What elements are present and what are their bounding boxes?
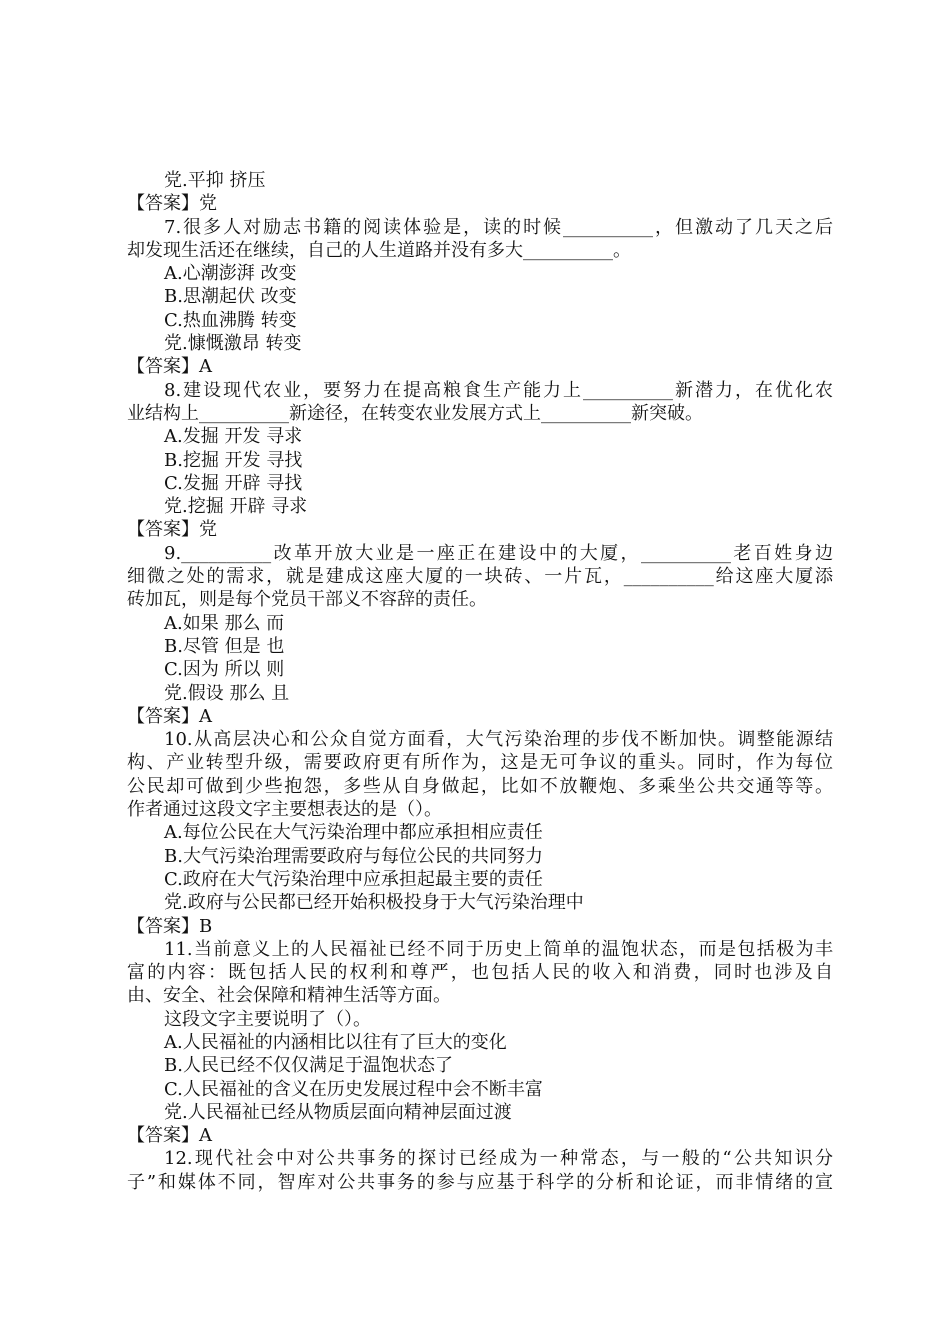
question-stem-line: 子”和媒体不同，智库对公共事务的参与应基于科学的分析和论证，而非情绪的宣 [127, 1171, 833, 1193]
question-stem-line: 9.__________改革开放大业是一座正在建设中的大厦，__________老百姓身边 [164, 542, 833, 564]
answer: 【答案】B [127, 915, 213, 937]
answer: 【答案】A [127, 1125, 212, 1147]
option-a: A.人民福祉的内涵相比以往有了巨大的变化 [164, 1031, 507, 1053]
answer: 【答案】A [127, 356, 212, 378]
option-a: A.心潮澎湃 改变 [164, 263, 297, 285]
question-stem-line: 构、产业转型升级，需要政府更有所作为，这是无可争议的重头。同时，作为每位 [127, 752, 833, 774]
page-content [127, 169, 833, 1194]
question-stem-line: 业结构上__________新途径，在转变农业发展方式上__________新突破。 [127, 402, 703, 424]
option-b: B.思潮起伏 改变 [164, 286, 297, 308]
option-a: A.如果 那么 而 [164, 612, 285, 634]
option-d: 党.平抑 挤压 [164, 170, 266, 191]
question-prompt: 这段文字主要说明了（）。 [164, 1008, 371, 1030]
option-a: A.每位公民在大气污染治理中都应承担相应责任 [164, 822, 543, 844]
question-stem-line: 12.现代社会中对公共事务的探讨已经成为一种常态，与一般的“公共知识分 [164, 1148, 833, 1170]
question-stem-line: 公民却可做到少些抱怨，多些从自身做起，比如不放鞭炮、多乘坐公共交通等等。 [127, 775, 833, 797]
option-c: C.因为 所以 则 [164, 659, 285, 681]
question-stem-line: 作者通过这段文字主要想表达的是（）。 [127, 799, 442, 821]
option-b: B.挖掘 开发 寻找 [164, 449, 303, 471]
question-stem-line: 富的内容：既包括人民的权利和尊严，也包括人民的收入和消费，同时也涉及自 [127, 962, 833, 984]
question-stem-line: 11.当前意义上的人民福祉已经不同于历史上简单的温饱状态，而是包括极为丰 [164, 938, 833, 960]
option-c: C.人民福祉的含义在历史发展过程中会不断丰富 [164, 1078, 543, 1100]
question-stem-line: 8.建设现代农业，要努力在提高粮食生产能力上__________新潜力，在优化农 [164, 379, 833, 401]
answer: 【答案】A [127, 705, 212, 727]
question-stem-line: 却发现生活还在继续，自己的人生道路并没有多大__________。 [127, 239, 631, 261]
question-stem-line: 细微之处的需求，就是建成这座大厦的一块砖、一片瓦，__________给这座大厦添 [127, 566, 833, 588]
question-stem-line: 砖加瓦，则是每个党员干部义不容辞的责任。 [127, 589, 487, 611]
option-d: 党.假设 那么 且 [164, 682, 290, 704]
question-stem-line: 由、安全、社会保障和精神生活等方面。 [127, 985, 451, 1007]
option-c: C.热血沸腾 转变 [164, 309, 297, 331]
option-c: C.发掘 开辟 寻找 [164, 472, 303, 494]
option-b: B.人民已经不仅仅满足于温饱状态了 [164, 1055, 453, 1077]
option-d: 党.人民福祉已经从物质层面向精神层面过渡 [164, 1101, 512, 1123]
answer: 【答案】党 [127, 193, 217, 215]
option-c: C.政府在大气污染治理中应承担起最主要的责任 [164, 868, 543, 890]
option-d: 党.政府与公民都已经开始积极投身于大气污染治理中 [164, 892, 584, 914]
option-a: A.发掘 开发 寻求 [164, 426, 303, 448]
question-stem-line: 7.很多人对励志书籍的阅读体验是，读的时候__________，但激动了几天之后 [164, 216, 833, 238]
option-d: 党.挖掘 开辟 寻求 [164, 496, 308, 518]
option-d: 党.慷慨激昂 转变 [164, 333, 302, 355]
question-stem-line: 10.从高层决心和公众自觉方面看，大气污染治理的步伐不断加快。调整能源结 [164, 729, 833, 751]
answer: 【答案】党 [127, 519, 217, 541]
option-b: B.大气污染治理需要政府与每位公民的共同努力 [164, 845, 543, 867]
option-b: B.尽管 但是 也 [164, 635, 285, 657]
